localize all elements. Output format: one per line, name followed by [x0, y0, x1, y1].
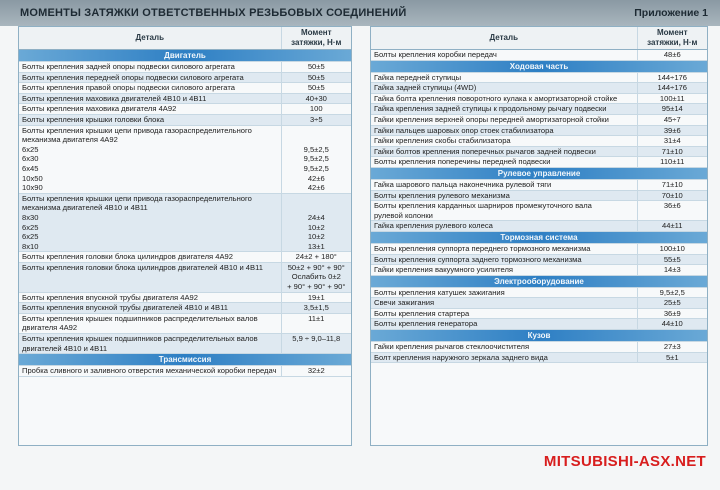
column-header-part: Деталь — [19, 27, 281, 50]
torque-cell: 9,5±2,5 — [637, 287, 707, 298]
torque-cell: 55±5 — [637, 254, 707, 265]
table-row — [371, 342, 707, 353]
table-row — [19, 262, 351, 292]
table-row — [371, 308, 707, 319]
table-row — [19, 334, 351, 354]
section-header — [19, 354, 351, 366]
part-cell: Болты крепления впускной трубы двигателей 4В10 и 4В11 — [19, 303, 281, 314]
torque-cell: 5±1 — [637, 352, 707, 363]
part-cell: Болты крепления крышек подшипников распределительных валов двигателей 4В10 и 4В11 — [19, 334, 281, 354]
torque-cell: 36±9 — [637, 308, 707, 319]
torque-cell: 14±3 — [637, 265, 707, 276]
table-row — [371, 114, 707, 125]
table-row — [19, 83, 351, 94]
part-cell: Болты крепления карданных шарниров промежуточного вала рулевой колонки — [371, 201, 637, 221]
table-row — [371, 319, 707, 330]
table-row — [19, 72, 351, 83]
table-row — [371, 179, 707, 190]
site-watermark: MITSUBISHI-ASX.NET — [543, 453, 706, 470]
column-header-torque: Момент затяжки, Н·м — [281, 27, 351, 50]
torque-cell: 31±4 — [637, 136, 707, 147]
table-row — [19, 366, 351, 377]
table-row — [19, 93, 351, 104]
torque-cell: 50±2 + 90° + 90° Ослабить 0±2 + 90° + 90° + 90° — [281, 262, 351, 292]
torque-cell: 71±10 — [637, 146, 707, 157]
part-cell: Болты крепления поперечины передней подвески — [371, 157, 637, 168]
part-cell: Свечи зажигания — [371, 298, 637, 309]
table-row — [371, 93, 707, 104]
part-cell: Болты крепления маховика двигателя 4А92 — [19, 104, 281, 115]
part-cell: Болты крепления суппорта переднего тормозного механизма — [371, 243, 637, 254]
table-row — [371, 243, 707, 254]
part-cell: Болты крепления головки блока цилиндров двигателя 4А92 — [19, 252, 281, 263]
part-cell: Гайка крепления задней ступицы к продольному рычагу подвески — [371, 104, 637, 115]
section-header — [19, 50, 351, 62]
section-title: Электрооборудование — [371, 275, 707, 287]
part-cell: Болты крепления стартера — [371, 308, 637, 319]
part-cell: Гайки крепления вакуумного усилителя — [371, 265, 637, 276]
torque-cell: 100 — [281, 104, 351, 115]
table-row — [371, 50, 707, 61]
page-title: МОМЕНТЫ ЗАТЯЖКИ ОТВЕТСТВЕННЫХ РЕЗЬБОВЫХ СОЕДИНЕНИЙ — [20, 7, 407, 19]
table-row — [19, 104, 351, 115]
part-cell: Гайки болтов крепления поперечных рычагов задней подвески — [371, 146, 637, 157]
torque-cell: 36±6 — [637, 201, 707, 221]
part-cell: Гайки крепления верхней опоры передней амортизаторной стойки — [371, 114, 637, 125]
part-cell: Гайки крепления скобы стабилизатора — [371, 136, 637, 147]
part-cell: Болты крепления впускной трубы двигателя 4А92 — [19, 292, 281, 303]
part-cell: Болты крепления крышки цепи привода газораспределительного механизма двигателей 4В10 и 4В11 8х30 6х25 6х25 8х10 — [19, 193, 281, 252]
section-header — [371, 60, 707, 72]
part-cell: Гайки пальцев шаровых опор стоек стабилизатора — [371, 125, 637, 136]
table-row — [371, 136, 707, 147]
section-header — [371, 330, 707, 342]
section-title: Кузов — [371, 330, 707, 342]
torque-cell: 3,5±1,5 — [281, 303, 351, 314]
part-cell: Гайка болта крепления поворотного кулака к амортизаторной стойке — [371, 93, 637, 104]
torque-cell: 5,9 ÷ 9,0–11,8 — [281, 334, 351, 354]
part-cell: Болты крепления коробки передач — [371, 50, 637, 61]
torque-cell: 50±5 — [281, 72, 351, 83]
table-row — [371, 83, 707, 94]
torque-cell: 100±10 — [637, 243, 707, 254]
torque-cell: 100±11 — [637, 93, 707, 104]
part-cell: Гайка задней ступицы (4WD) — [371, 83, 637, 94]
torque-cell: 9,5±2,5 9,5±2,5 9,5±2,5 42±6 42±6 — [281, 125, 351, 193]
table-row — [371, 146, 707, 157]
part-cell: Гайка передней ступицы — [371, 72, 637, 83]
table-row — [19, 125, 351, 193]
torque-cell: 110±11 — [637, 157, 707, 168]
part-cell: Болты крепления крышки цепи привода газораспределительного механизма двигателя 4А92 6х25 6х30 6х45 10х50 10х90 — [19, 125, 281, 193]
part-cell: Гайки крепления рычагов стеклоочистителя — [371, 342, 637, 353]
torque-cell: 50±5 — [281, 62, 351, 73]
torque-cell: 70±10 — [637, 190, 707, 201]
appendix-label: Приложение 1 — [634, 7, 708, 19]
table-row — [371, 104, 707, 115]
left-torque-table — [18, 26, 352, 446]
torque-cell: 24±2 + 180° — [281, 252, 351, 263]
section-header — [371, 275, 707, 287]
torque-cell: 25±5 — [637, 298, 707, 309]
section-title: Двигатель — [19, 50, 351, 62]
torque-cell: 27±3 — [637, 342, 707, 353]
torque-cell: 44±11 — [637, 221, 707, 232]
column-header-part: Деталь — [371, 27, 637, 50]
part-cell: Болты крепления рулевого механизма — [371, 190, 637, 201]
torque-cell: 45÷7 — [637, 114, 707, 125]
torque-cell: 24±4 10±2 10±2 13±1 — [281, 193, 351, 252]
table-row — [19, 114, 351, 125]
torque-cell: 3÷5 — [281, 114, 351, 125]
column-header-torque: Момент затяжки, Н·м — [637, 27, 707, 50]
part-cell: Пробка сливного и заливного отверстия механической коробки передач — [19, 366, 281, 377]
torque-cell: 40+30 — [281, 93, 351, 104]
table-row — [371, 254, 707, 265]
section-title: Рулевое управление — [371, 167, 707, 179]
torque-cell: 95±14 — [637, 104, 707, 115]
table-row — [19, 62, 351, 73]
part-cell: Болты крепления передней опоры подвески силового агрегата — [19, 72, 281, 83]
torque-cell: 11±1 — [281, 313, 351, 333]
torque-cell: 144÷176 — [637, 83, 707, 94]
table-row — [371, 72, 707, 83]
torque-cell: 19±1 — [281, 292, 351, 303]
table-row — [371, 201, 707, 221]
part-cell: Болты крепления головки блока цилиндров двигателей 4В10 и 4В11 — [19, 262, 281, 292]
section-title: Трансмиссия — [19, 354, 351, 366]
torque-cell: 50±5 — [281, 83, 351, 94]
section-header — [371, 231, 707, 243]
torque-cell: 44±10 — [637, 319, 707, 330]
table-row — [19, 313, 351, 333]
part-cell: Болты крепления катушек зажигания — [371, 287, 637, 298]
section-title: Ходовая часть — [371, 60, 707, 72]
table-row — [19, 193, 351, 252]
page-header — [0, 0, 720, 26]
part-cell: Гайка крепления рулевого колеса — [371, 221, 637, 232]
table-row — [19, 303, 351, 314]
table-row — [371, 221, 707, 232]
torque-cell: 39±6 — [637, 125, 707, 136]
section-header — [371, 167, 707, 179]
part-cell: Гайка шарового пальца наконечника рулевой тяги — [371, 179, 637, 190]
part-cell: Болты крепления крышек подшипников распределительных валов двигателя 4А92 — [19, 313, 281, 333]
torque-cell: 32±2 — [281, 366, 351, 377]
table-row — [371, 190, 707, 201]
part-cell: Болт крепления наружного зеркала заднего вида — [371, 352, 637, 363]
right-torque-table — [370, 26, 708, 446]
table-row — [371, 298, 707, 309]
table-row — [19, 292, 351, 303]
torque-cell: 48±6 — [637, 50, 707, 61]
part-cell: Болты крепления крышки головки блока — [19, 114, 281, 125]
torque-cell: 71±10 — [637, 179, 707, 190]
table-row — [371, 265, 707, 276]
part-cell: Болты крепления правой опоры подвески силового агрегата — [19, 83, 281, 94]
part-cell: Болты крепления задней опоры подвески силового агрегата — [19, 62, 281, 73]
table-row — [19, 252, 351, 263]
part-cell: Болты крепления маховика двигателей 4В10 и 4В11 — [19, 93, 281, 104]
table-row — [371, 352, 707, 363]
table-row — [371, 157, 707, 168]
part-cell: Болты крепления суппорта заднего тормозного механизма — [371, 254, 637, 265]
section-title: Тормозная система — [371, 231, 707, 243]
torque-cell: 144÷176 — [637, 72, 707, 83]
table-row — [371, 125, 707, 136]
table-row — [371, 287, 707, 298]
part-cell: Болты крепления генератора — [371, 319, 637, 330]
